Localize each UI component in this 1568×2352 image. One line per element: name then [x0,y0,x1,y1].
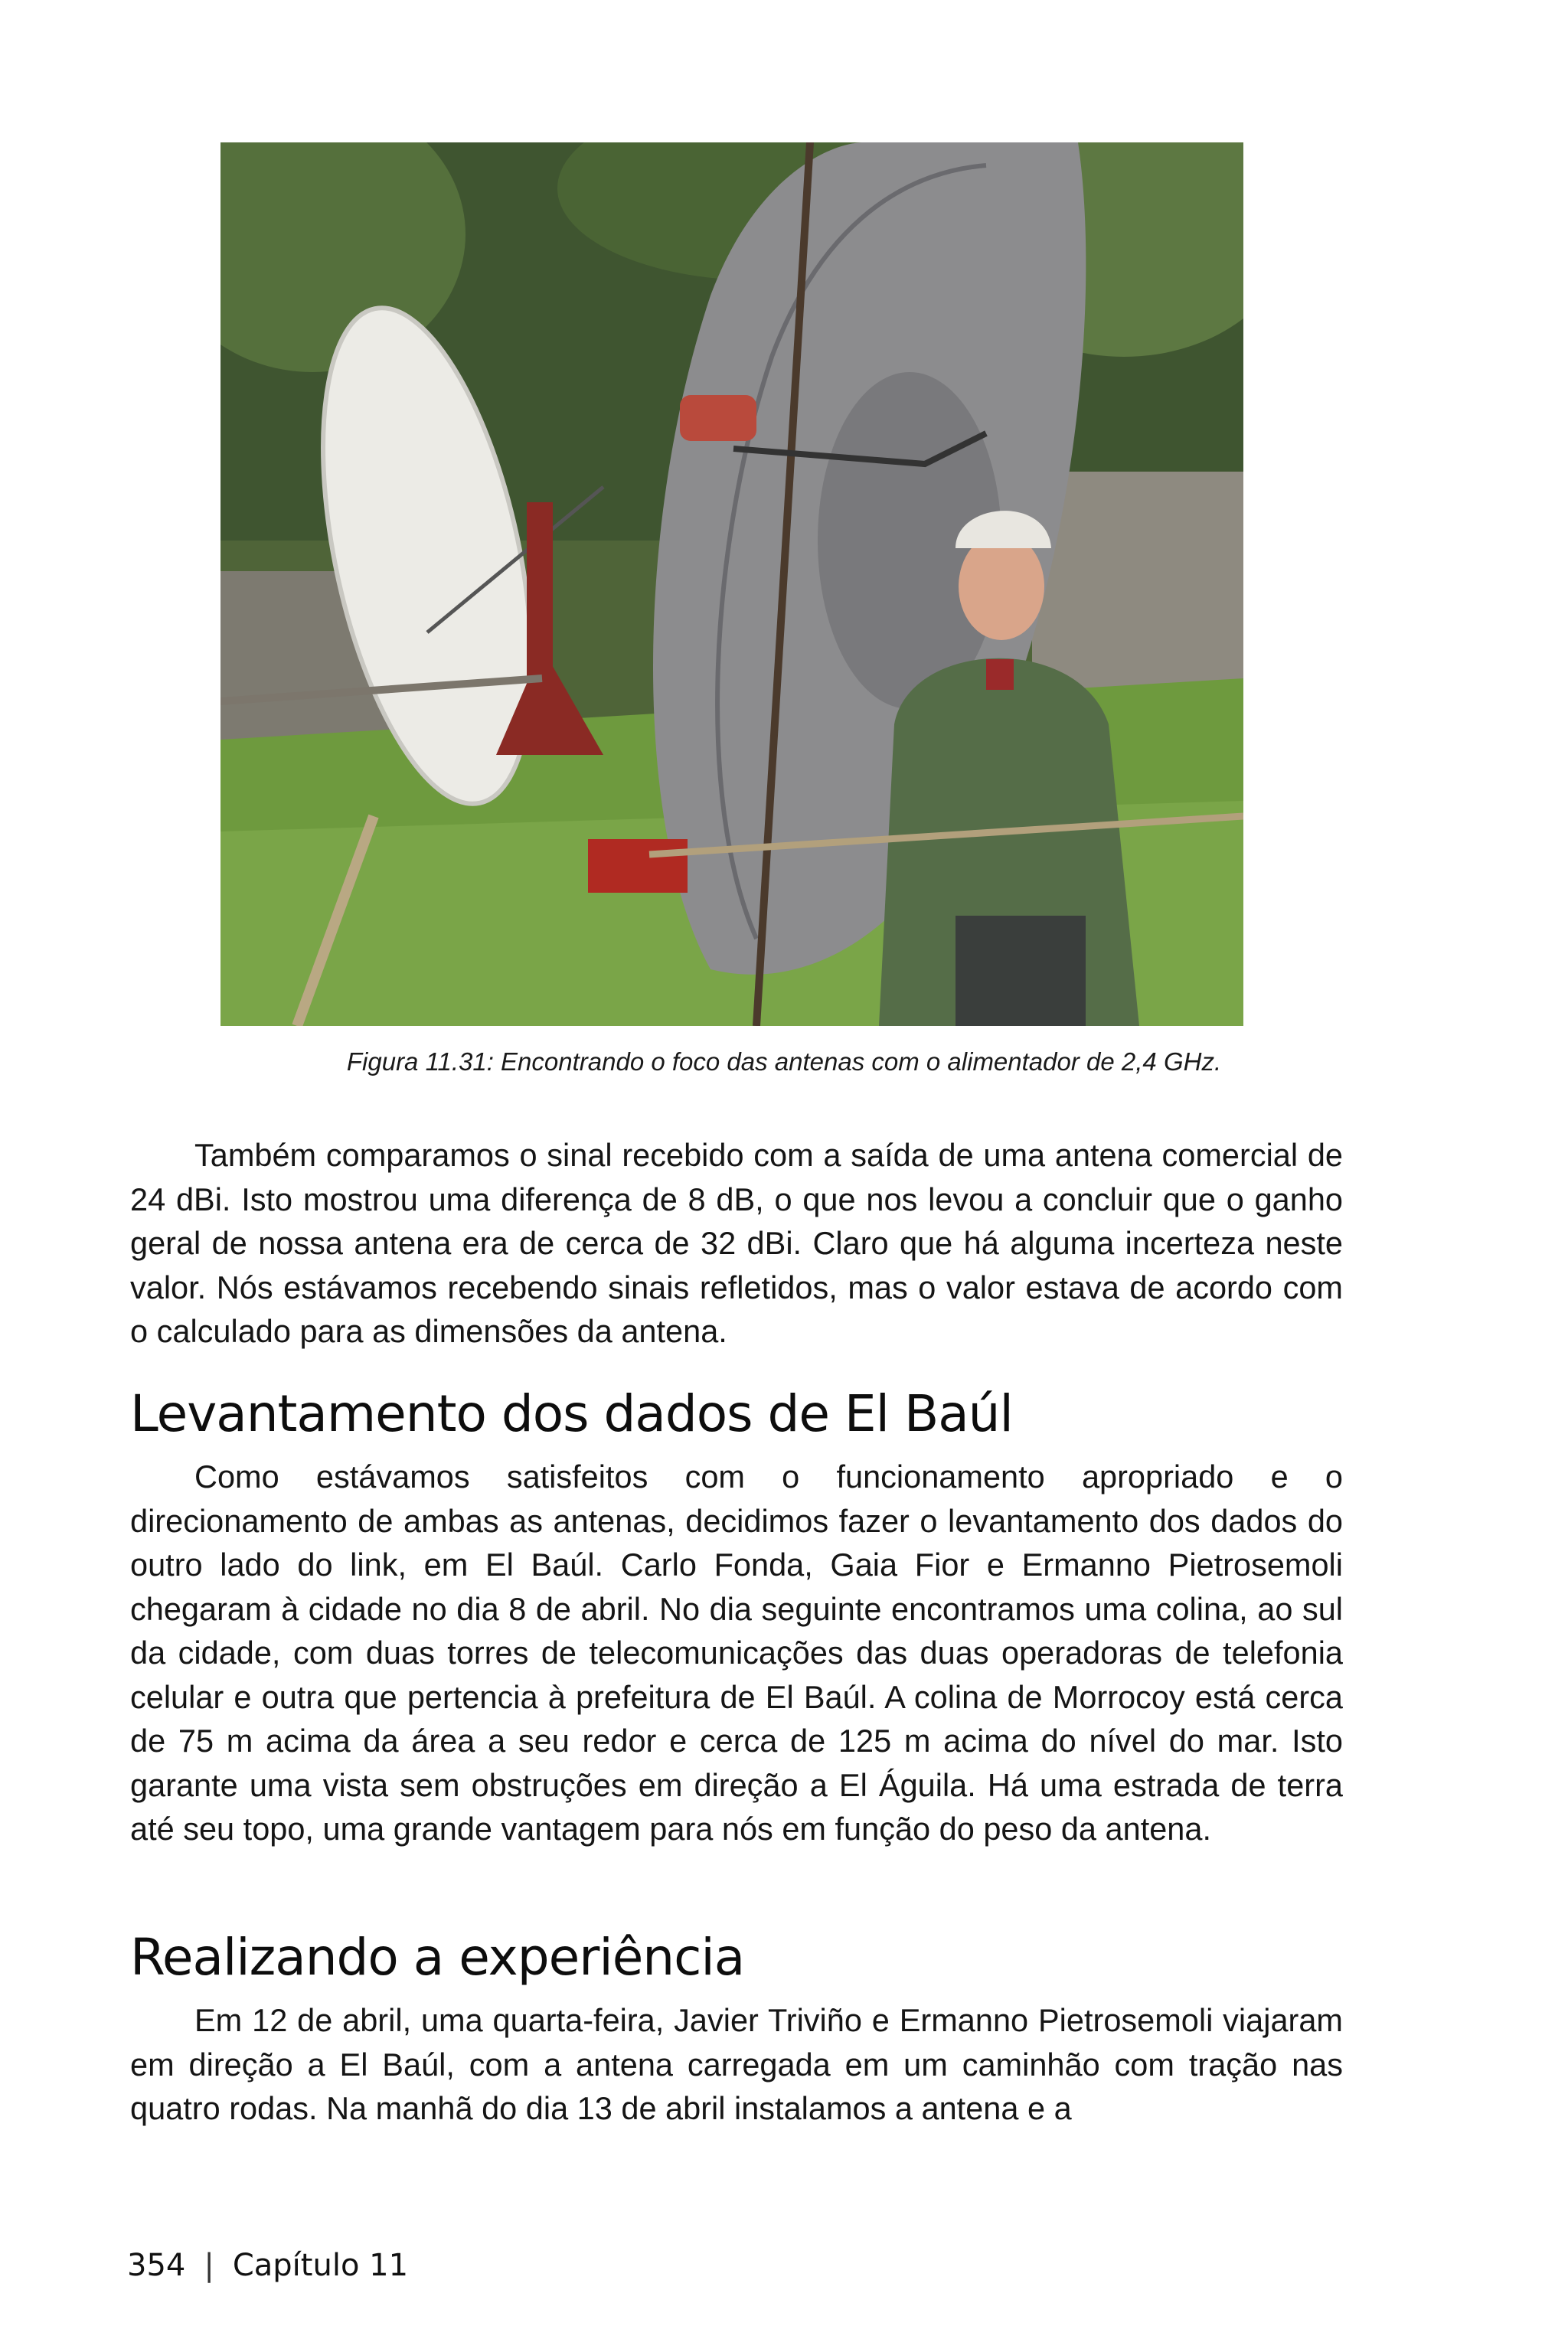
figure-photo [220,142,1243,1026]
paragraph-2: Como estávamos satisfeitos com o funcionamento apropriado e o direcionamento de ambas as antenas, decidimos fazer o levantamento dos dados do outro lado do link, em El Baúl. Carlo Fonda, Gaia Fior e Ermanno Pietrosemoli chegaram à cidade no dia 8 de abril. No dia seguinte encontramos uma colina, ao sul da cidade, com duas torres de telecomunicações das duas operadoras de telefonia celular e outra que pertencia à prefeitura de El Baúl. A colina de Morrocoy está cerca de 75 m acima da área a seu redor e cerca de 125 m acima do nível do mar. Isto garante uma vista sem obstruções em direção a El Águila. Há uma estrada de terra até seu topo, uma grande vantagem para nós em função do peso da antena. [130,1459,1343,1847]
page-footer [127,2248,408,2283]
section-heading-el-baul: Levantamento dos dados de El Baúl [130,1384,1013,1443]
figure-caption: Figura 11.31: Encontrando o foco das antenas com o alimentador de 2,4 GHz. [346,1047,1222,1076]
paragraph-3: Em 12 de abril, uma quarta-feira, Javier Triviño e Ermanno Pietrosemoli viajaram em direção a El Baúl, com a antena carregada em um caminhão com tração nas quatro rodas. Na manhã do dia 13 de abril instalamos a antena e a [130,2002,1343,2126]
paragraph-1: Também comparamos o sinal recebido com a saída de uma antena comercial de 24 dBi. Isto mostrou uma diferença de 8 dB, o que nos levou a concluir que o ganho geral de nossa antena era de cerca de 32 dBi. Claro que há alguma incerteza neste valor. Nós estávamos recebendo sinais refletidos, mas o valor estava de acordo com o calculado para as dimensões da antena. [130,1137,1343,1349]
footer-separator: | [204,2248,214,2283]
chapter-label: Capítulo 11 [232,2248,409,2283]
antenna-photo-illustration [220,142,1243,1026]
page-number: 354 [127,2248,186,2283]
section-heading-experiencia: Realizando a experiência [130,1928,745,1987]
